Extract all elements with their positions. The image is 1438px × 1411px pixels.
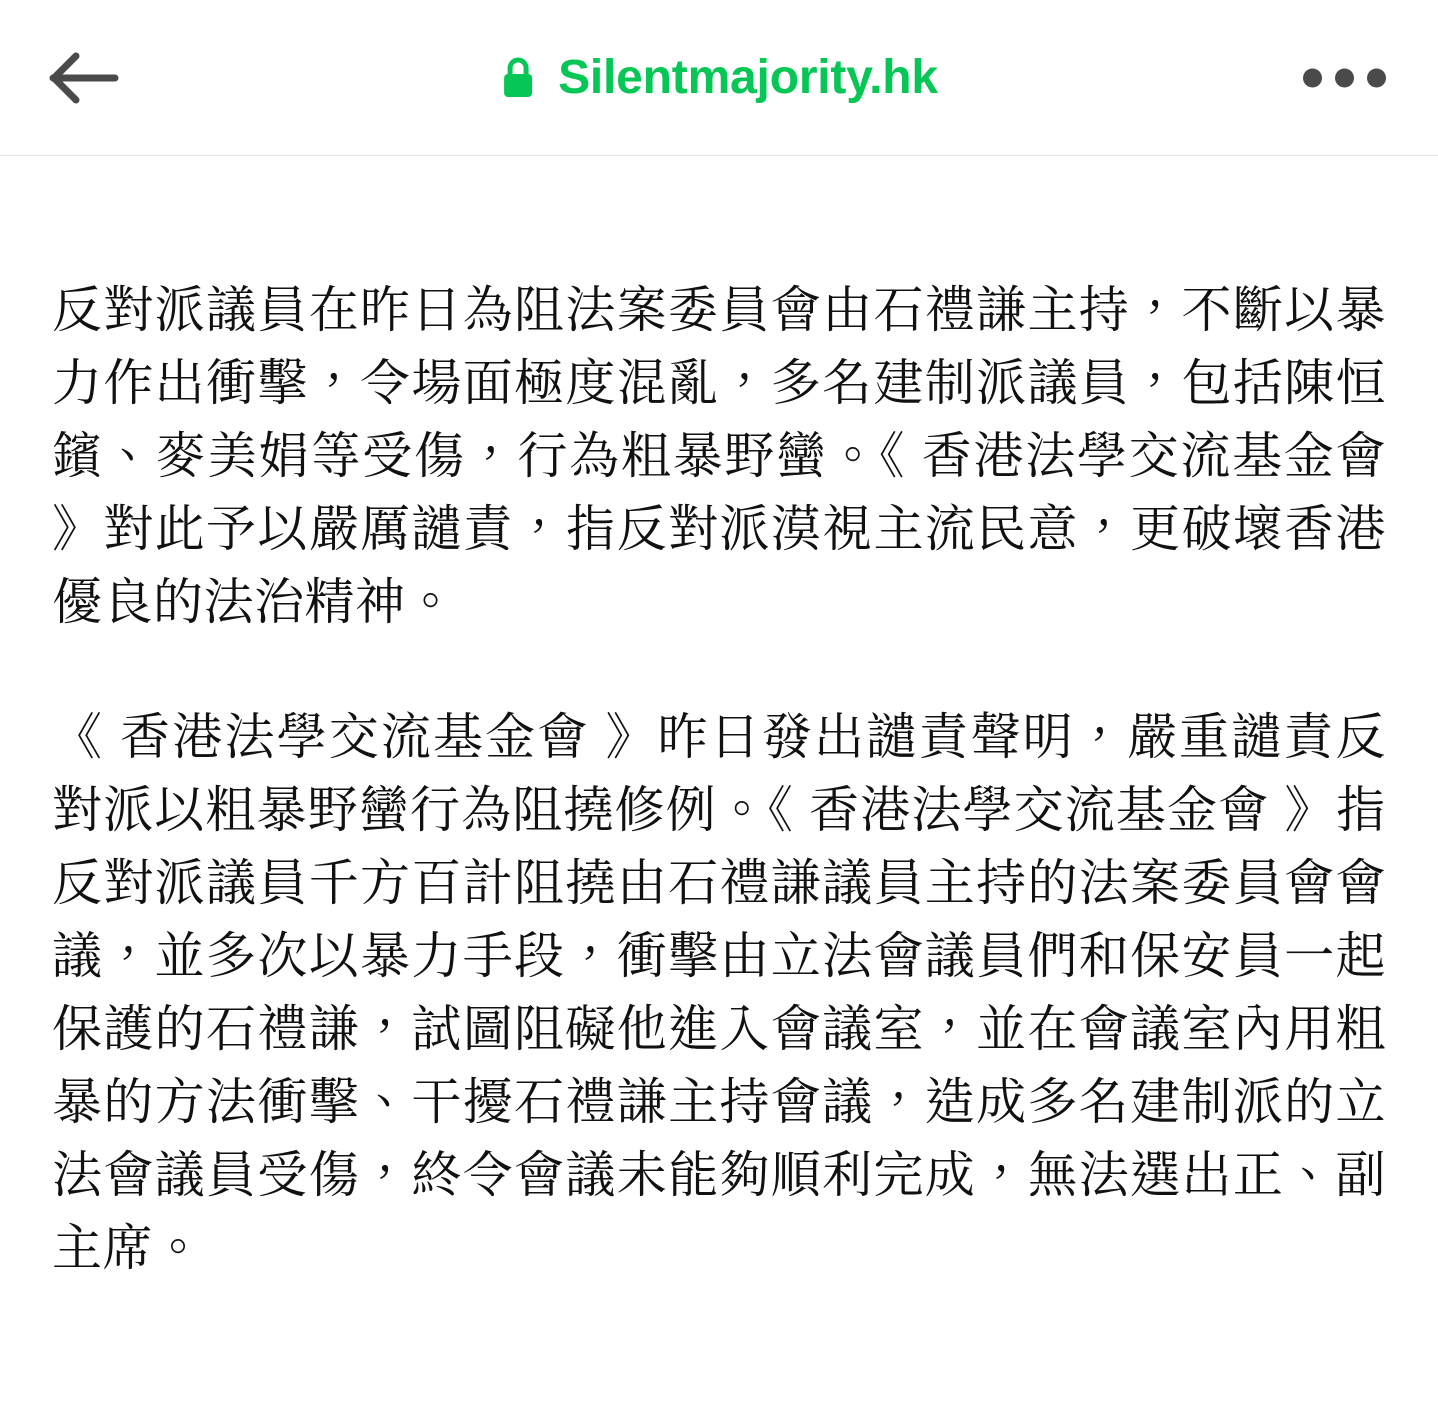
lock-icon (500, 56, 536, 100)
site-title-group (500, 50, 938, 104)
article-paragraph: 《 香港法學交流基金會 》昨日發出譴責聲明，嚴重譴責反對派以粗暴野蠻行為阻撓修例。《 香港法學交流基金會 》指反對派議員千方百計阻撓由石禮謙議員主持的法案委員會會議，並多次以暴力手段，衝擊由立法會議員們和保安員一起保護的石禮謙，試圖阻礙他進入會議室，並在會議室內用粗暴的方法衝擊、干擾石禮謙主持會議，造成多名建制派的立法會議員受傷，終令會議未能夠順利完成，無法選出正、副主席。 (52, 709, 1386, 1276)
more-horizontal-icon (1303, 68, 1322, 87)
browser-top-bar (0, 0, 1438, 156)
arrow-left-icon (49, 52, 119, 104)
article-paragraph: 反對派議員在昨日為阻法案委員會由石禮謙主持，不斷以暴力作出衝擊，令場面極度混亂，多名建制派議員，包括陳恒鑌、麥美娟等受傷，行為粗暴野蠻。《 香港法學交流基金會 》對此予以嚴厲譴責，指反對派漠視主流民意，更破壞香港優良的法治精神。 (52, 282, 1386, 630)
more-options-button[interactable] (1295, 52, 1394, 103)
more-horizontal-icon-dot2 (1335, 68, 1354, 87)
more-horizontal-icon-dot3 (1367, 68, 1386, 87)
article-body (0, 156, 1438, 1325)
site-title: Silentmajority.hk (558, 50, 938, 104)
back-button[interactable] (48, 42, 120, 114)
